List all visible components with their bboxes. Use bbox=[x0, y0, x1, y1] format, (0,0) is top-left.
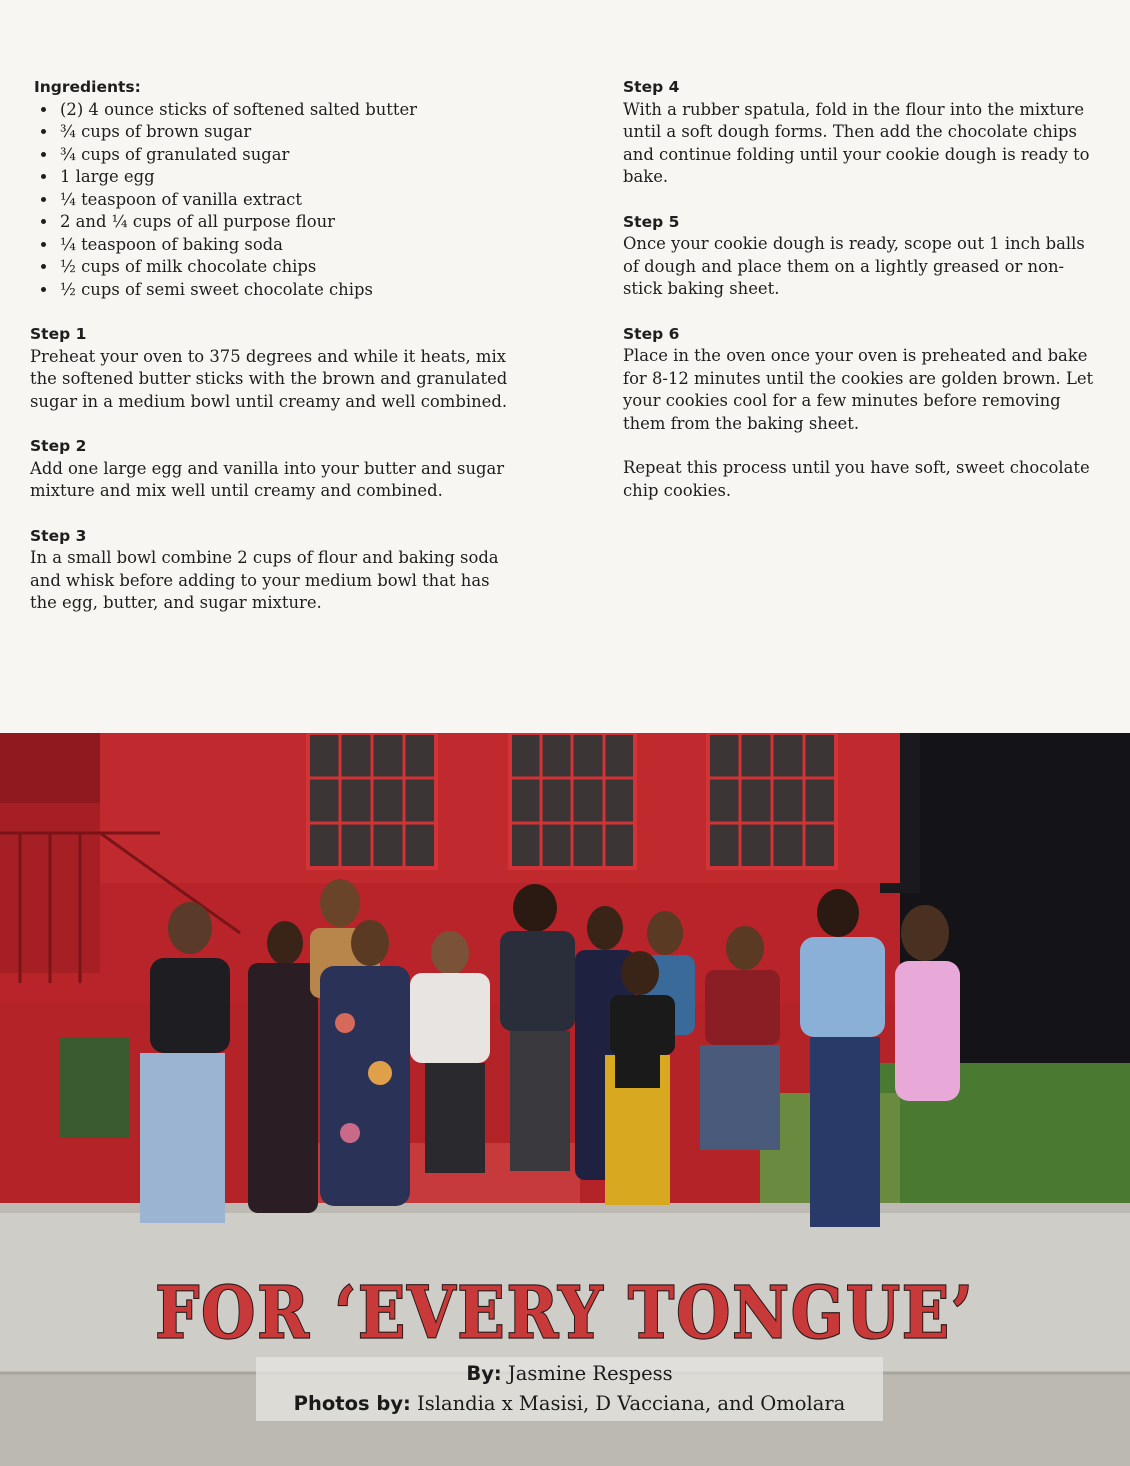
step-heading: Step 3 bbox=[30, 526, 87, 545]
ingredients-list bbox=[30, 99, 520, 302]
ingredient-item: • 1 large egg bbox=[58, 166, 520, 189]
ingredient-item: • ¾ cups of granulated sugar bbox=[58, 144, 520, 167]
byline bbox=[256, 1359, 883, 1389]
closing-text: Repeat this process until you have soft, sweet chocolate chip cookies. bbox=[623, 458, 1090, 500]
step-heading: Step 4 bbox=[623, 78, 680, 96]
step-heading: Step 2 bbox=[30, 437, 87, 455]
step-heading: Step 1 bbox=[30, 325, 87, 343]
ingredient-item: • (2) 4 ounce sticks of softened salted butter bbox=[58, 99, 520, 122]
ingredient-item: • ½ cups of semi sweet chocolate chips bbox=[58, 279, 520, 302]
photographers: Islandia x Masisi, D Vacciana, and Omolara bbox=[417, 1392, 846, 1415]
ingredient-item: • ¼ teaspoon of vanilla extract bbox=[58, 189, 520, 212]
ingredient-item: • ¾ cups of brown sugar bbox=[58, 121, 520, 144]
ingredient-item: • ¼ teaspoon of baking soda bbox=[58, 234, 520, 257]
step-text: With a rubber spatula, fold in the flour into the mixture until a soft dough forms. Then add the chocolate chips and continue folding until your cookie dough is ready to bake. bbox=[623, 99, 1090, 186]
step-text: Add one large egg and vanilla into your butter and sugar mixture and mix well until creamy and combined. bbox=[30, 458, 505, 500]
ingredient-item: • ½ cups of milk chocolate chips bbox=[58, 256, 520, 279]
step-text: Once your cookie dough is ready, scope out 1 inch balls of dough and place them on a lightly greased or non-stick baking sheet. bbox=[623, 234, 1085, 298]
step-4 bbox=[623, 76, 1103, 189]
step-heading: Step 6 bbox=[623, 324, 680, 343]
article-credits bbox=[256, 1357, 883, 1421]
article-title: FOR ‘EVERY TONGUE’ bbox=[155, 1271, 975, 1355]
recipe-left-column bbox=[30, 76, 520, 615]
step-6 bbox=[623, 323, 1103, 436]
step-2 bbox=[30, 435, 520, 503]
step-text: Place in the oven once your oven is preheated and bake for 8-12 minutes until the cookies are golden brown. Let your cookies cool for a few minutes before removing them from the baking sheet. bbox=[623, 346, 1094, 433]
author-name: Jasmine Respess bbox=[507, 1362, 673, 1385]
step-heading: Step 5 bbox=[623, 212, 680, 231]
step-1 bbox=[30, 323, 520, 413]
step-3 bbox=[30, 525, 520, 615]
step-text: In a small bowl combine 2 cups of flour and baking soda and whisk before adding to your medium bowl that has the egg, butter, and sugar mixture. bbox=[30, 548, 499, 612]
recipe-right-column bbox=[623, 76, 1103, 502]
closing-note bbox=[623, 457, 1103, 502]
ingredients-heading: Ingredients: bbox=[34, 78, 141, 96]
ingredient-item: • 2 and ¼ cups of all purpose flour bbox=[58, 211, 520, 234]
step-text: Preheat your oven to 375 degrees and while it heats, mix the softened butter sticks with the brown and granulated sugar in a medium bowl until creamy and well combined. bbox=[30, 346, 508, 411]
step-5 bbox=[623, 211, 1103, 301]
photo-credit bbox=[256, 1389, 883, 1419]
by-label: By: bbox=[466, 1362, 502, 1385]
photos-by-label: Photos by: bbox=[293, 1392, 411, 1415]
